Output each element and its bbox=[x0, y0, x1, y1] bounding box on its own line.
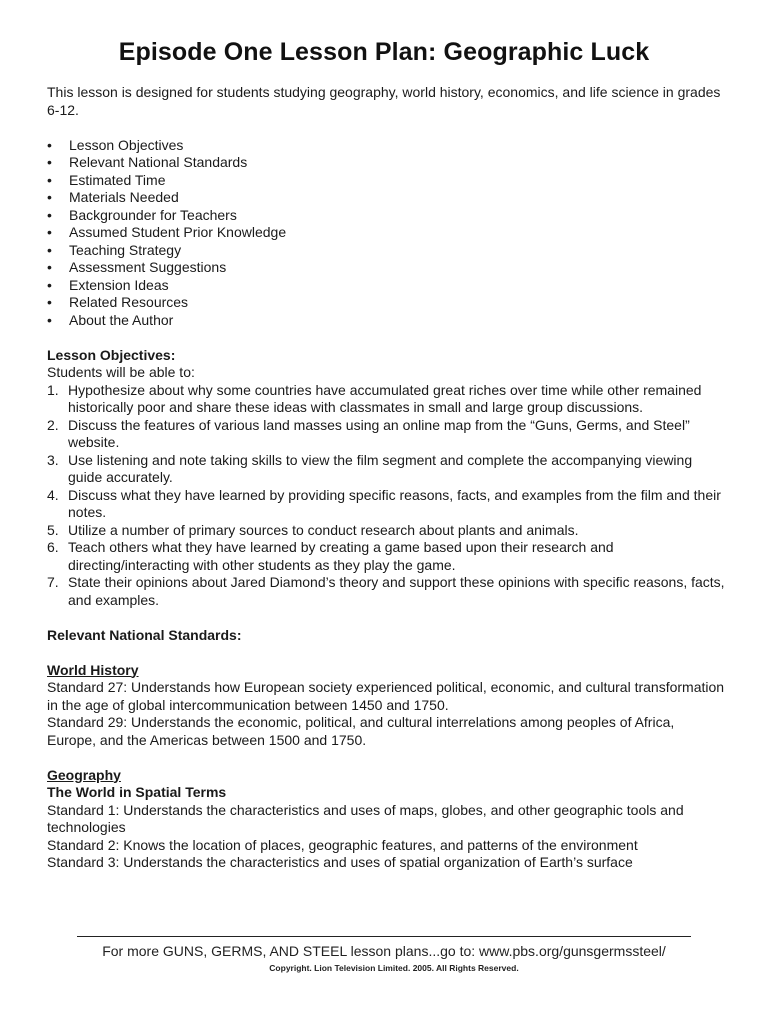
objective-number: 4. bbox=[47, 486, 59, 503]
objective-item: 6. Teach others what they have learned by creating a game based upon their research and directing/interacting with other students as they play the game. bbox=[47, 539, 614, 573]
objective-number: 1. bbox=[47, 381, 59, 398]
spatial-terms-subheading: The World in Spatial Terms bbox=[47, 784, 227, 800]
standard-27: Standard 27: Understands how European society experienced political, economic, and cultural transformation in the age of global intercommunication between 1450 and 1750. bbox=[47, 679, 725, 713]
list-item: • Estimated Time bbox=[47, 171, 166, 188]
bullet-icon: • bbox=[47, 294, 52, 310]
standard-2: Standard 2: Knows the location of places, geographic features, and patterns of the environment bbox=[47, 836, 638, 853]
bullet-icon: • bbox=[47, 259, 52, 275]
objective-number: 5. bbox=[47, 521, 59, 538]
list-item: • Backgrounder for Teachers bbox=[47, 206, 237, 223]
list-item: • Extension Ideas bbox=[47, 276, 169, 293]
footer-divider bbox=[77, 936, 691, 937]
world-history-heading: World History bbox=[47, 661, 139, 678]
geography-heading: Geography bbox=[47, 766, 121, 783]
bullet-icon: • bbox=[47, 224, 52, 240]
bullet-icon: • bbox=[47, 154, 52, 170]
footer-link-text: For more GUNS, GERMS, AND STEEL lesson plans...go to: www.pbs.org/gunsgermssteel/ bbox=[102, 943, 666, 959]
objective-item: 3. Use listening and note taking skills to view the film segment and complete the accompanying viewing guide accurately. bbox=[47, 451, 693, 485]
bullet-icon: • bbox=[47, 241, 52, 258]
list-item: • Related Resources bbox=[47, 294, 189, 310]
objectives-list bbox=[47, 382, 727, 610]
copyright-notice: Copyright. Lion Television Limited. 2005. All Rights Reserved. bbox=[269, 963, 519, 973]
standards-heading: Relevant National Standards: bbox=[47, 626, 242, 643]
page-title: Episode One Lesson Plan: Geographic Luck bbox=[118, 38, 650, 66]
objective-number: 2. bbox=[47, 416, 59, 433]
list-item: • Lesson Objectives bbox=[47, 136, 184, 153]
bullet-icon: • bbox=[47, 276, 52, 293]
bullet-icon: • bbox=[47, 311, 52, 328]
objective-item: 4. Discuss what they have learned by providing specific reasons, facts, and examples from the film and their notes. bbox=[47, 486, 721, 520]
objective-number: 3. bbox=[47, 451, 59, 468]
bullet-icon: • bbox=[47, 171, 52, 188]
bullet-icon: • bbox=[47, 189, 52, 205]
objective-item: 2. Discuss the features of various land masses using an online map from the “Guns, Germs, and Steel” website. bbox=[47, 416, 690, 450]
document-body bbox=[47, 84, 727, 872]
objective-item: 5. Utilize a number of primary sources to conduct research about plants and animals. bbox=[47, 521, 579, 538]
objective-number: 6. bbox=[47, 539, 59, 555]
standard-1: Standard 1: Understands the characteristics and uses of maps, globes, and other geographic tools and technologies bbox=[47, 801, 684, 835]
objective-number: 7. bbox=[47, 574, 59, 590]
list-item: • Teaching Strategy bbox=[47, 241, 182, 258]
standard-29: Standard 29: Understands the economic, political, and cultural interrelations among peoples of Africa, Europe, and the Americas between 1500 and 1750. bbox=[47, 714, 675, 748]
list-item: • Relevant National Standards bbox=[47, 154, 248, 170]
objectives-heading: Lesson Objectives: bbox=[47, 346, 176, 363]
list-item: • Assumed Student Prior Knowledge bbox=[47, 224, 287, 240]
intro-paragraph: This lesson is designed for students studying geography, world history, economics, and life science in grades 6-12. bbox=[47, 84, 721, 118]
list-item: • Materials Needed bbox=[47, 189, 179, 205]
list-item: • Assessment Suggestions bbox=[47, 259, 227, 275]
bullet-icon: • bbox=[47, 206, 52, 223]
contents-list bbox=[47, 137, 727, 330]
standard-3: Standard 3: Understands the characteristics and uses of spatial organization of Earth’s surface bbox=[47, 854, 633, 870]
bullet-icon: • bbox=[47, 136, 52, 153]
objective-item: 7. State their opinions about Jared Diamond’s theory and support these opinions with specific reasons, facts, and examples. bbox=[47, 574, 725, 608]
list-item: • About the Author bbox=[47, 311, 174, 328]
objective-item: 1. Hypothesize about why some countries have accumulated great riches over time while other remained historically poor and share these ideas with classmates in small and large group discussions. bbox=[47, 381, 702, 415]
objectives-lead: Students will be able to: bbox=[47, 364, 195, 380]
